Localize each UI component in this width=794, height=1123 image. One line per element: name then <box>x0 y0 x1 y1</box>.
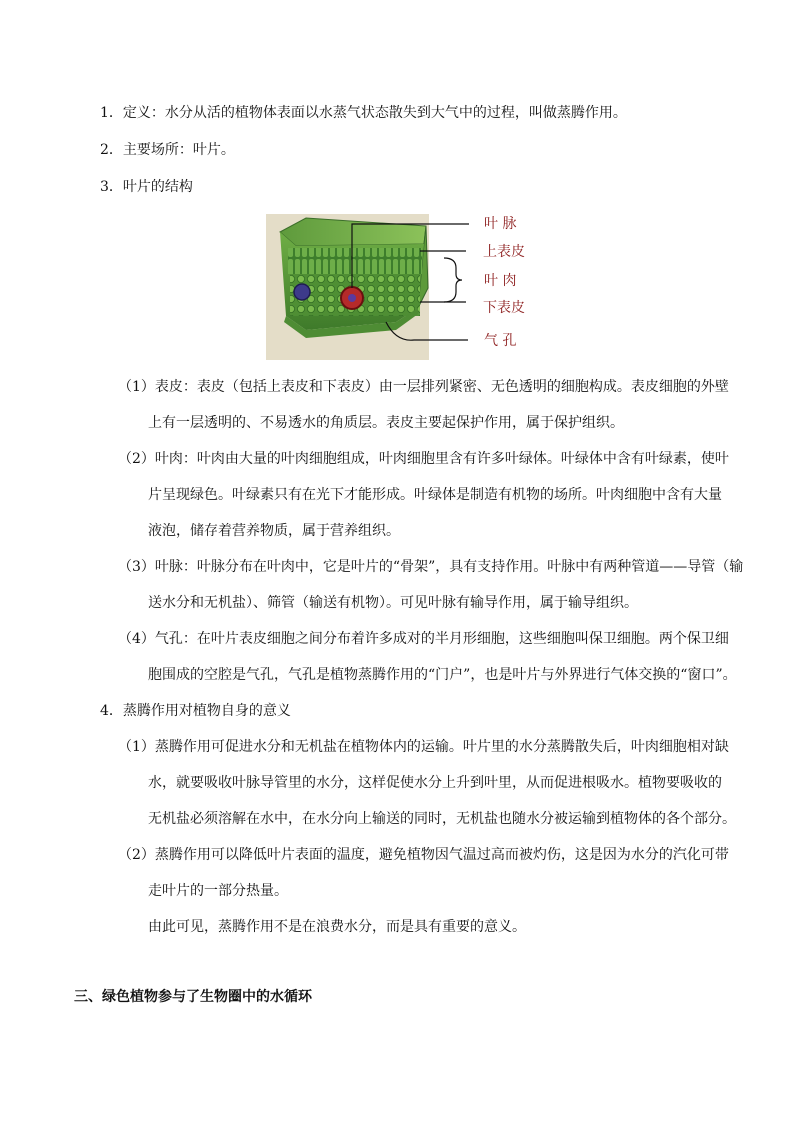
label-lower-epidermis: 下表皮 <box>483 300 525 316</box>
label-mesophyll: 叶 肉 <box>484 273 517 289</box>
label-stoma: 气 孔 <box>484 333 517 349</box>
section-heading: 三、绿色植物参与了生物圈中的水循环 <box>74 989 312 1005</box>
leaf-structure-diagram <box>266 214 536 360</box>
item-leaf-structure: 3．叶片的结构 <box>100 179 193 195</box>
leaf-cross-section-figure <box>266 214 536 360</box>
item-definition: 1．定义：水分从活的植物体表面以水蒸气状态散失到大气中的过程，叫做蒸腾作用。 <box>100 105 627 121</box>
label-upper-epidermis: 上表皮 <box>483 244 525 260</box>
label-vein: 叶 脉 <box>484 216 517 232</box>
vein-bundle-icon <box>294 284 310 300</box>
conclusion-text: 由此可见，蒸腾作用不是在浪费水分，而是具有重要的意义。 <box>148 919 526 935</box>
item-significance: 4．蒸腾作用对植物自身的意义 <box>100 703 291 719</box>
item-main-site: 2．主要场所：叶片。 <box>100 142 235 158</box>
